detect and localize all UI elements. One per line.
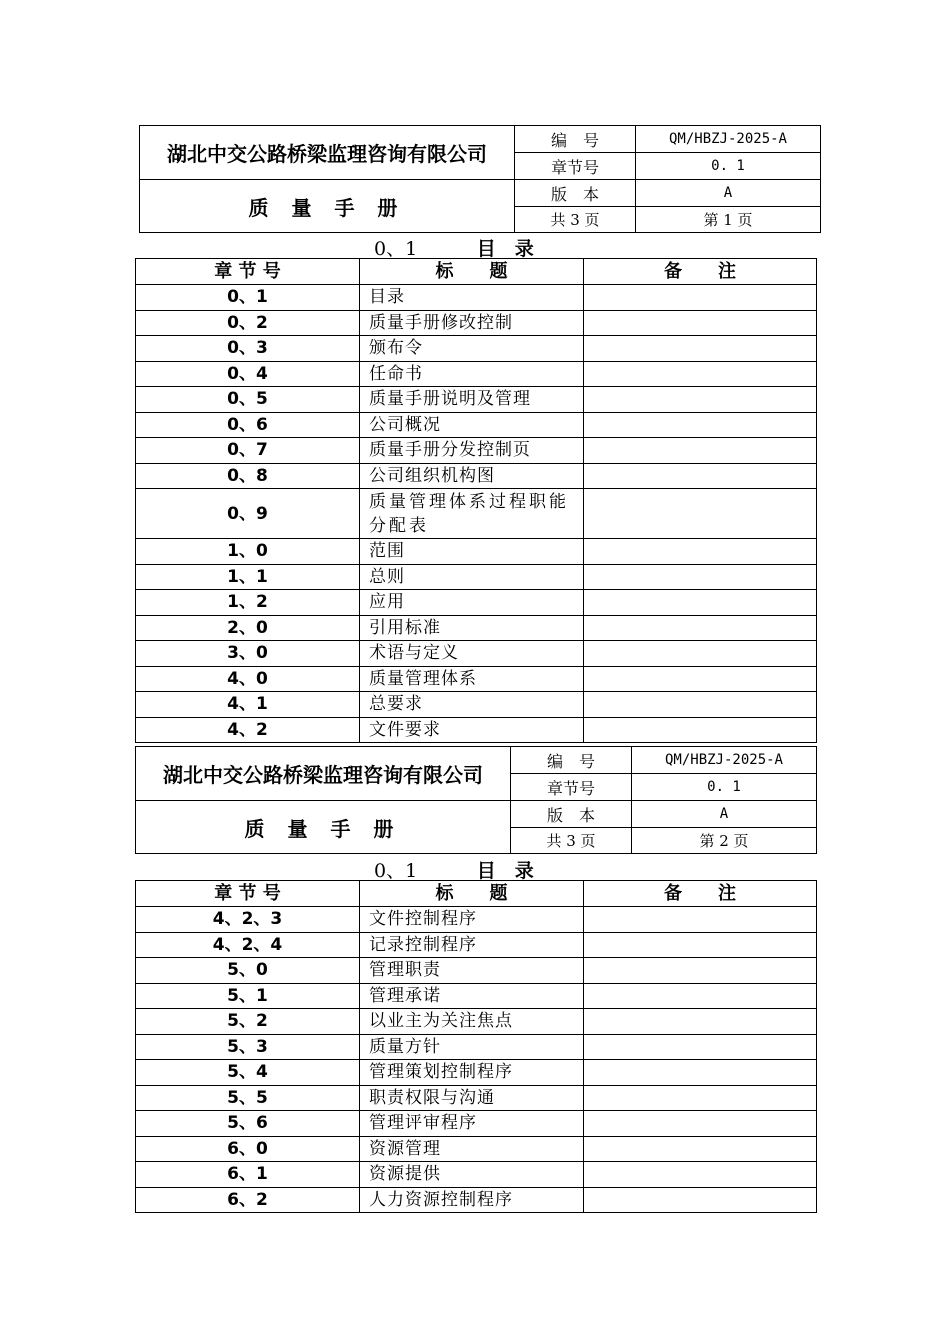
section-title: 质量手册说明及管理 [360,387,584,413]
chapter-number: 5、3 [136,1034,360,1060]
section-title: 职责权限与沟通 [360,1085,584,1111]
section-title: 管理职责 [360,958,584,984]
note-cell [584,361,817,387]
chapter-number: 0、5 [136,387,360,413]
section-title: 文件控制程序 [360,907,584,933]
total-pages: 共 3 页 [511,828,632,854]
section-title: 资源管理 [360,1136,584,1162]
table-row [136,590,817,616]
table-row [136,615,817,641]
value-version: A [636,180,821,207]
table-row [136,1187,817,1213]
table-row [136,932,817,958]
toc-table-1 [135,258,817,743]
label-chapter: 章节号 [511,774,632,801]
column-title: 标 题 [360,259,584,285]
chapter-number: 6、2 [136,1187,360,1213]
table-row [136,983,817,1009]
table-row [136,310,817,336]
table-row [136,641,817,667]
chapter-number: 0、8 [136,463,360,489]
note-cell [584,1060,817,1086]
section-title: 总则 [360,564,584,590]
section-title: 文件要求 [360,717,584,743]
chapter-number: 6、1 [136,1162,360,1188]
note-cell [584,539,817,565]
note-cell [584,932,817,958]
section-title: 管理策划控制程序 [360,1060,584,1086]
page-number: 第 1 页 [636,207,821,233]
section-title: 目录 [360,285,584,311]
chapter-number: 4、2、4 [136,932,360,958]
table-row [136,1034,817,1060]
toc-label: 目 录 [476,238,534,260]
section-title: 颁布令 [360,336,584,362]
company-name: 湖北中交公路桥梁监理咨询有限公司 [136,747,511,801]
section-title: 质量管理体系 [360,666,584,692]
section-title: 记录控制程序 [360,932,584,958]
column-title: 标 题 [360,881,584,907]
table-row [136,1162,817,1188]
table-row [136,907,817,933]
chapter-number: 0、1 [136,285,360,311]
label-code: 编 号 [515,126,636,153]
label-code: 编 号 [511,747,632,774]
note-cell [584,438,817,464]
chapter-number: 1、0 [136,539,360,565]
section-title: 总要求 [360,692,584,718]
chapter-number: 0、4 [136,361,360,387]
table-row [136,387,817,413]
chapter-number: 5、4 [136,1060,360,1086]
note-cell [584,692,817,718]
note-cell [584,958,817,984]
toc-label: 目 录 [476,860,534,882]
section-title: 术语与定义 [360,641,584,667]
chapter-number: 2、0 [136,615,360,641]
value-code: QM/HBZJ-2025-A [632,747,817,774]
section-title: 质量方针 [360,1034,584,1060]
value-version: A [632,801,817,828]
note-cell [584,336,817,362]
note-cell [584,1111,817,1137]
toc-table-2 [135,880,817,1213]
note-cell [584,285,817,311]
note-cell [584,412,817,438]
note-cell [584,1162,817,1188]
table-row [136,361,817,387]
note-cell [584,983,817,1009]
company-name: 湖北中交公路桥梁监理咨询有限公司 [140,126,515,180]
manual-title: 质 量 手 册 [136,801,511,854]
table-row [136,1060,817,1086]
column-chapter: 章 节 号 [136,259,360,285]
chapter-number: 0、7 [136,438,360,464]
table-row [136,463,817,489]
note-cell [584,310,817,336]
chapter-number: 6、0 [136,1136,360,1162]
section-title: 资源提供 [360,1162,584,1188]
section-title: 质量管理体系过程职能分配表 [360,489,584,539]
chapter-number: 1、2 [136,590,360,616]
label-chapter: 章节号 [515,153,636,180]
chapter-number: 0、9 [136,489,360,539]
toc-title [374,856,534,883]
table-row [136,412,817,438]
table-row [136,1136,817,1162]
section-title: 应用 [360,590,584,616]
note-cell [584,666,817,692]
table-row [136,336,817,362]
section-title: 以业主为关注焦点 [360,1009,584,1035]
toc-title [374,234,534,261]
section-title: 任命书 [360,361,584,387]
chapter-number: 5、2 [136,1009,360,1035]
note-cell [584,907,817,933]
value-code: QM/HBZJ-2025-A [636,126,821,153]
chapter-number: 0、6 [136,412,360,438]
table-row [136,692,817,718]
table-row [136,717,817,743]
value-chapter: 0. 1 [632,774,817,801]
note-cell [584,1009,817,1035]
total-pages: 共 3 页 [515,207,636,233]
section-title: 管理评审程序 [360,1111,584,1137]
table-row [136,1009,817,1035]
note-cell [584,489,817,539]
section-title: 公司概况 [360,412,584,438]
chapter-number: 5、0 [136,958,360,984]
section-title: 质量手册修改控制 [360,310,584,336]
note-cell [584,463,817,489]
note-cell [584,641,817,667]
column-chapter: 章 节 号 [136,881,360,907]
section-title: 人力资源控制程序 [360,1187,584,1213]
section-title: 公司组织机构图 [360,463,584,489]
note-cell [584,1136,817,1162]
note-cell [584,717,817,743]
table-row [136,666,817,692]
value-chapter: 0. 1 [636,153,821,180]
header-table-2 [135,746,817,854]
table-row [136,539,817,565]
toc-number: 0、1 [374,238,418,260]
note-cell [584,1085,817,1111]
chapter-number: 4、1 [136,692,360,718]
header-table-1 [139,125,821,233]
column-note: 备 注 [584,259,817,285]
chapter-number: 4、2、3 [136,907,360,933]
table-row [136,438,817,464]
table-row [136,489,817,539]
chapter-number: 0、2 [136,310,360,336]
chapter-number: 5、1 [136,983,360,1009]
label-version: 版 本 [511,801,632,828]
table-row [136,564,817,590]
table-row [136,958,817,984]
note-cell [584,1034,817,1060]
page-number: 第 2 页 [632,828,817,854]
table-row [136,1085,817,1111]
chapter-number: 3、0 [136,641,360,667]
note-cell [584,387,817,413]
section-title: 引用标准 [360,615,584,641]
note-cell [584,615,817,641]
section-title: 质量手册分发控制页 [360,438,584,464]
section-title: 范围 [360,539,584,565]
manual-title: 质 量 手 册 [140,180,515,233]
chapter-number: 4、2 [136,717,360,743]
note-cell [584,1187,817,1213]
chapter-number: 4、0 [136,666,360,692]
toc-number: 0、1 [374,860,418,882]
chapter-number: 5、6 [136,1111,360,1137]
column-note: 备 注 [584,881,817,907]
table-row [136,285,817,311]
chapter-number: 5、5 [136,1085,360,1111]
table-row [136,1111,817,1137]
chapter-number: 1、1 [136,564,360,590]
note-cell [584,590,817,616]
chapter-number: 0、3 [136,336,360,362]
label-version: 版 本 [515,180,636,207]
section-title: 管理承诺 [360,983,584,1009]
note-cell [584,564,817,590]
